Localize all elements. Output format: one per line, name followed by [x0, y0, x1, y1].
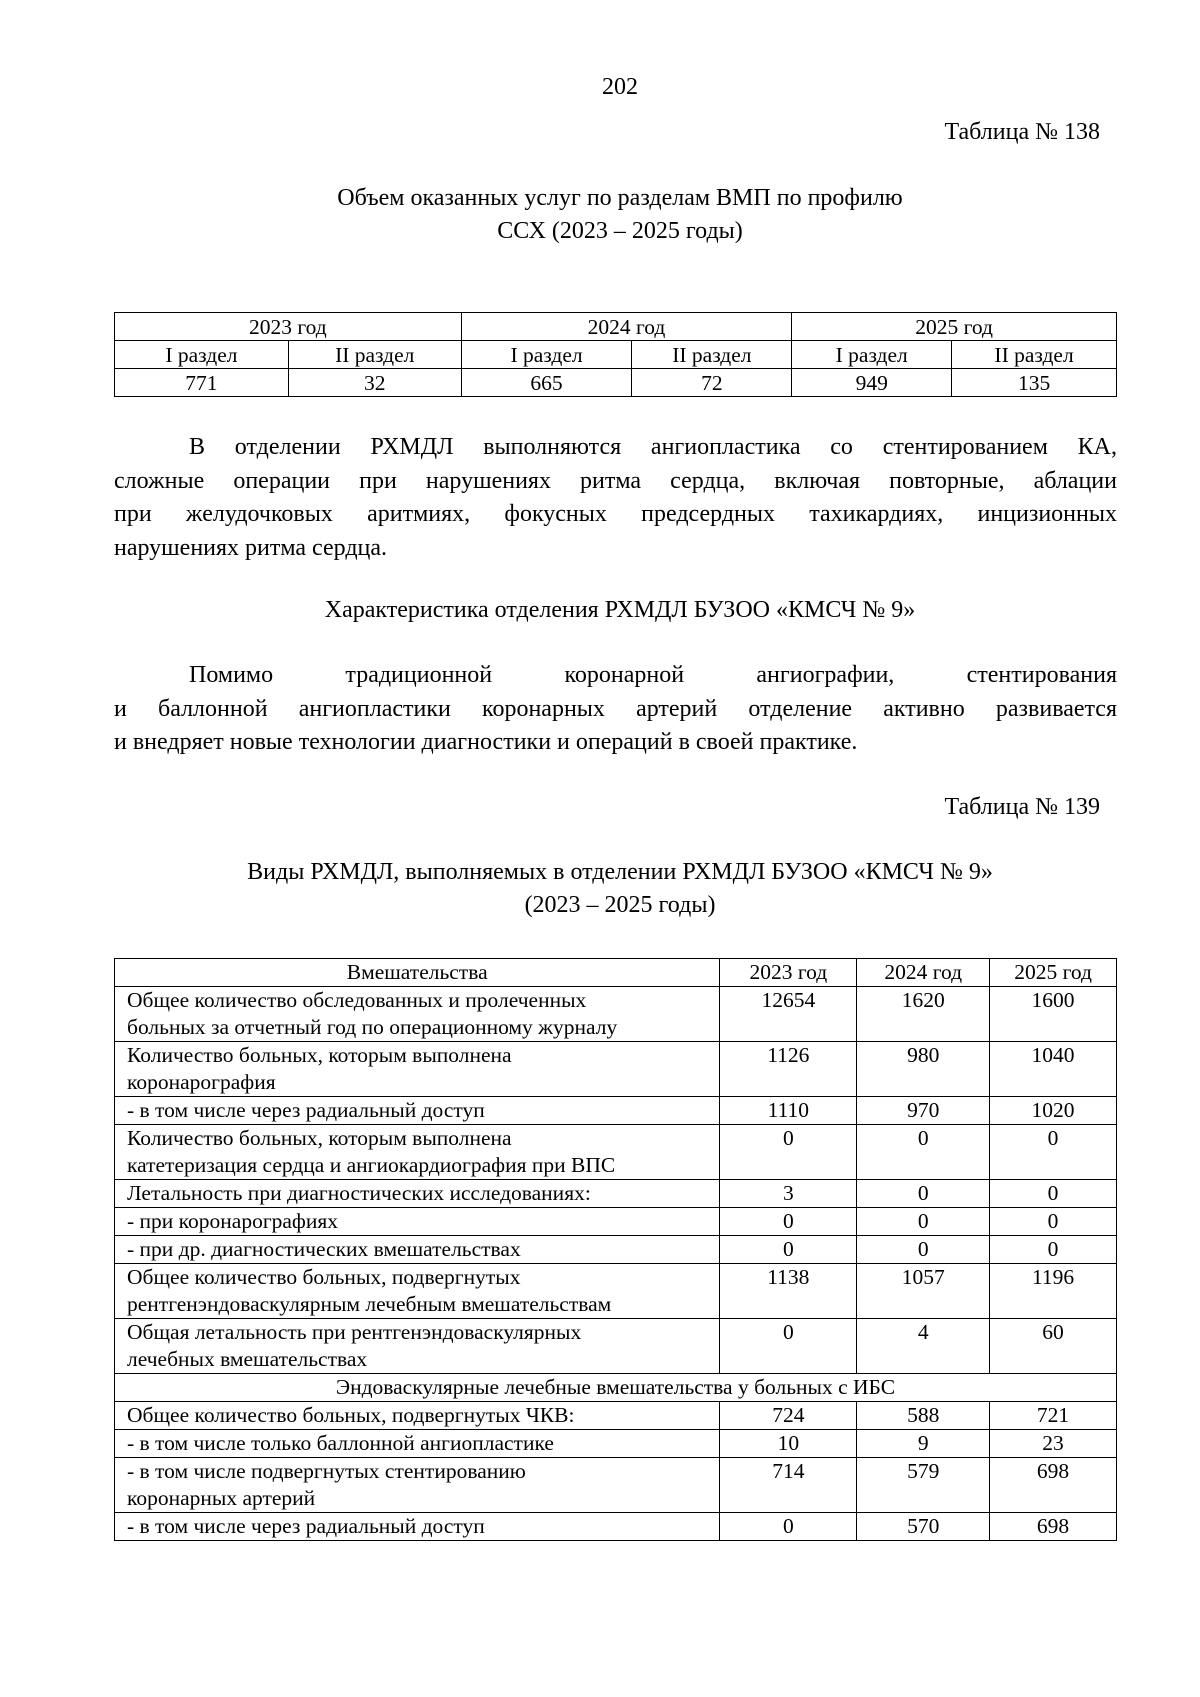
value-cell: 0: [720, 1513, 857, 1541]
table-138-title-line2: ССХ (2023 – 2025 годы): [497, 218, 743, 244]
value-cell: 0: [720, 1125, 857, 1180]
value-cell: 1020: [990, 1097, 1117, 1125]
paragraph-1-line2: сложные операции при нарушениях ритма сердца, включая повторные, аблации: [114, 467, 1117, 494]
row-label-line: Общая летальность при рентгенэндоваскулярных: [127, 1320, 582, 1344]
table-row: [115, 1125, 1117, 1180]
value-cell: 0: [990, 1180, 1117, 1208]
table-138-title: [0, 182, 1200, 248]
paragraph-1-line3: при желудочковых аритмиях, фокусных предсердных тахикардиях, инцизионных: [114, 501, 1117, 527]
row-label-line: - в том числе только баллонной ангиопластике: [127, 1431, 554, 1455]
paragraph-2-line1: Помимо традиционной коронарной ангиографии, стентирования: [189, 662, 1117, 688]
column-header: 2024 год: [857, 959, 990, 987]
table-section-row: [115, 1374, 1117, 1402]
column-header: Вмешательства: [115, 959, 720, 987]
table-row: [115, 1458, 1117, 1513]
value-cell: 9: [857, 1430, 990, 1458]
column-header: 2025 год: [990, 959, 1117, 987]
row-label-line: Общее количество обследованных и пролеченных: [127, 988, 587, 1012]
value-cell: 588: [857, 1402, 990, 1430]
value-cell: 579: [857, 1458, 990, 1513]
row-label: [115, 987, 720, 1042]
row-label-line: - при коронарографиях: [127, 1209, 339, 1233]
value-cell: 60: [990, 1319, 1117, 1374]
row-label-line: Летальность при диагностических исследованиях:: [127, 1181, 591, 1205]
paragraph-2-line3: и внедряет новые технологии диагностики и операций в своей практике.: [114, 729, 858, 755]
paragraph-1-line1: В отделении РХМДЛ выполняются ангиопластика со стентированием КА,: [189, 434, 1117, 460]
value-cell: 724: [720, 1402, 857, 1430]
row-label: [115, 1208, 720, 1236]
table-139-title-line2: (2023 – 2025 годы): [524, 892, 716, 918]
value-cell: 1620: [857, 987, 990, 1042]
value-cell: 23: [990, 1430, 1117, 1458]
value-cell: 0: [720, 1236, 857, 1264]
value-cell: 1196: [990, 1264, 1117, 1319]
row-label: [115, 1402, 720, 1430]
row-label: [115, 1458, 720, 1513]
row-label-line: - при др. диагностических вмешательствах: [127, 1237, 521, 1261]
page-number: 202: [602, 74, 638, 100]
section-header: I раздел: [461, 341, 632, 369]
year-header: 2024 год: [461, 313, 792, 341]
row-label: [115, 1180, 720, 1208]
value-cell: 0: [857, 1236, 990, 1264]
value-cell: 970: [857, 1097, 990, 1125]
row-label: [115, 1319, 720, 1374]
row-label-line: - в том числе через радиальный доступ: [127, 1098, 485, 1122]
row-label-line: - в том числе подвергнутых стентированию: [127, 1459, 526, 1483]
table-row: [115, 987, 1117, 1042]
section-header: II раздел: [952, 341, 1117, 369]
value-cell: 1600: [990, 987, 1117, 1042]
table-row: [115, 1430, 1117, 1458]
value-cell: 1057: [857, 1264, 990, 1319]
row-label-line: коронарография: [127, 1070, 276, 1094]
value-cell: 980: [857, 1042, 990, 1097]
table-139-title-line1: Виды РХМДЛ, выполняемых в отделении РХМДЛ БУЗОО «КМСЧ № 9»: [247, 859, 993, 885]
table-row: [115, 1319, 1117, 1374]
value-cell: 0: [720, 1208, 857, 1236]
value-cell: 0: [857, 1125, 990, 1180]
section-heading: Характеристика отделения РХМДЛ БУЗОО «КМСЧ № 9»: [324, 597, 916, 623]
table-139-title: [0, 856, 1200, 922]
value-cell: 698: [990, 1513, 1117, 1541]
table-row: [115, 1264, 1117, 1319]
paragraph-1: [114, 431, 1117, 565]
table-138-title-line1: Объем оказанных услуг по разделам ВМП по профилю: [337, 185, 903, 211]
row-label-line: Количество больных, которым выполнена: [127, 1126, 512, 1150]
table-139: [114, 958, 1117, 1541]
value-cell: 72: [632, 369, 792, 397]
value-cell: 949: [792, 369, 952, 397]
table-139-ref: Таблица № 139: [944, 794, 1100, 820]
year-header: 2023 год: [115, 313, 462, 341]
table-row: [115, 1208, 1117, 1236]
row-label-line: рентгенэндоваскулярным лечебным вмешательствам: [127, 1292, 612, 1316]
column-header: 2023 год: [720, 959, 857, 987]
table-row: [115, 1180, 1117, 1208]
value-cell: 0: [990, 1125, 1117, 1180]
table-row: [115, 1513, 1117, 1541]
table-row: [115, 1097, 1117, 1125]
value-cell: 1138: [720, 1264, 857, 1319]
value-cell: 3: [720, 1180, 857, 1208]
row-label-line: коронарных артерий: [127, 1486, 316, 1510]
row-label: [115, 1097, 720, 1125]
value-cell: 0: [857, 1208, 990, 1236]
row-label: [115, 1513, 720, 1541]
row-label: [115, 1264, 720, 1319]
value-cell: 10: [720, 1430, 857, 1458]
section-title: Эндоваскулярные лечебные вмешательства у больных с ИБС: [115, 1374, 1117, 1402]
value-cell: 1126: [720, 1042, 857, 1097]
value-cell: 698: [990, 1458, 1117, 1513]
section-header: II раздел: [632, 341, 792, 369]
section-header: I раздел: [115, 341, 289, 369]
row-label-line: Количество больных, которым выполнена: [127, 1043, 512, 1067]
section-header: I раздел: [792, 341, 952, 369]
row-label: [115, 1430, 720, 1458]
row-label-line: больных за отчетный год по операционному журналу: [127, 1015, 618, 1039]
value-cell: 0: [857, 1180, 990, 1208]
value-cell: 570: [857, 1513, 990, 1541]
value-cell: 665: [461, 369, 632, 397]
value-cell: 0: [990, 1208, 1117, 1236]
table-139-body: [115, 987, 1117, 1541]
value-cell: 714: [720, 1458, 857, 1513]
table-138-ref: Таблица № 138: [944, 119, 1100, 145]
value-cell: 4: [857, 1319, 990, 1374]
row-label-line: Общее количество больных, подвергнутых: [127, 1265, 521, 1289]
paragraph-2: [114, 659, 1117, 760]
value-cell: 135: [952, 369, 1117, 397]
row-label-line: Общее количество больных, подвергнутых ЧКВ:: [127, 1403, 575, 1427]
value-cell: 1040: [990, 1042, 1117, 1097]
table-row: [115, 1236, 1117, 1264]
value-cell: 32: [288, 369, 461, 397]
table-row: [115, 1402, 1117, 1430]
section-header: II раздел: [288, 341, 461, 369]
row-label-line: - в том числе через радиальный доступ: [127, 1514, 485, 1538]
row-label-line: лечебных вмешательствах: [127, 1347, 368, 1371]
value-cell: 0: [990, 1236, 1117, 1264]
value-cell: 1110: [720, 1097, 857, 1125]
paragraph-1-line4: нарушениях ритма сердца.: [114, 534, 388, 561]
table-row: [115, 1042, 1117, 1097]
table-138: [114, 312, 1117, 397]
value-cell: 12654: [720, 987, 857, 1042]
value-cell: 771: [115, 369, 289, 397]
row-label: [115, 1042, 720, 1097]
row-label-line: катетеризация сердца и ангиокардиография при ВПС: [127, 1153, 616, 1177]
paragraph-2-line2: и баллонной ангиопластики коронарных артерий отделение активно развивается: [114, 695, 1117, 722]
row-label: [115, 1125, 720, 1180]
value-cell: 721: [990, 1402, 1117, 1430]
value-cell: 0: [720, 1319, 857, 1374]
year-header: 2025 год: [792, 313, 1117, 341]
row-label: [115, 1236, 720, 1264]
